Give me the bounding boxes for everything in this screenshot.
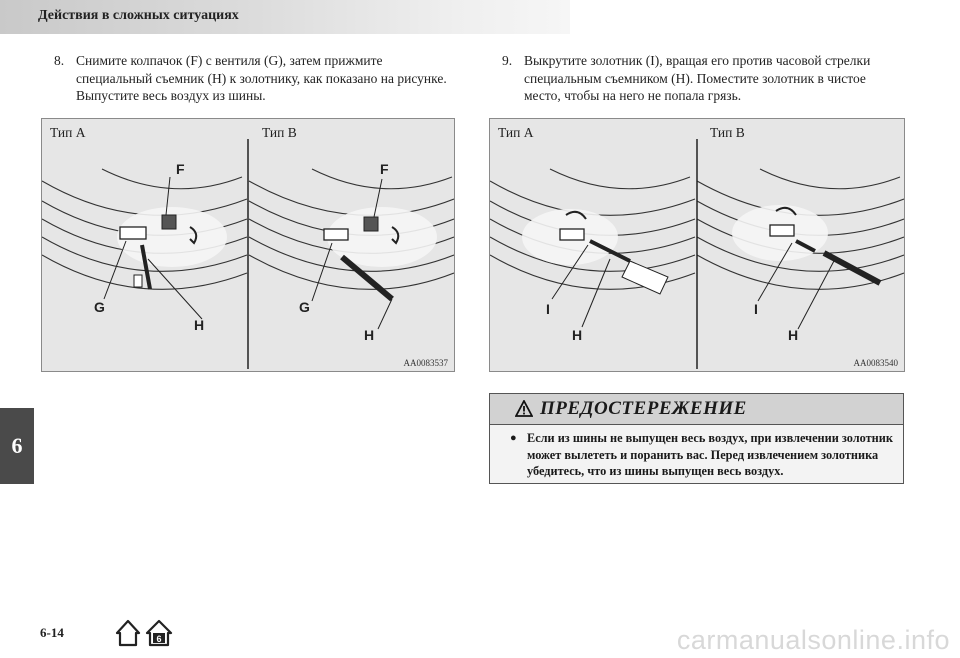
chapter-icon-number: 6: [156, 634, 162, 644]
home-icon[interactable]: [117, 621, 139, 645]
bullet-icon: ●: [510, 432, 517, 444]
callout-h: H: [194, 317, 205, 333]
figure-valve-cap-removal: [41, 118, 455, 372]
warning-triangle-icon: [515, 400, 533, 417]
figure-code: AA0083537: [403, 358, 448, 368]
warning-title: ПРЕДОСТЕРЕЖЕНИЕ: [540, 398, 747, 419]
navigation-icons: [114, 615, 176, 651]
callout-h: H: [572, 327, 583, 343]
panel-label-type-b: Тип B: [262, 125, 297, 140]
step-text: Снимите колпачок (F) с вентиля (G), затем прижмите специальный съемник (H) к золотнику, как показано на рисунке. Выпустите весь воздух из шины.: [76, 53, 447, 103]
callout-f: F: [380, 161, 389, 177]
step-number: 9.: [502, 53, 513, 68]
chapter-home-icon[interactable]: [147, 621, 171, 645]
step-number: 8.: [54, 53, 65, 68]
section-title: Действия в сложных ситуациях: [38, 8, 239, 23]
chapter-tab: 6: [0, 408, 34, 484]
callout-g: G: [299, 299, 310, 315]
panel-label-type-b: Тип B: [710, 125, 745, 140]
callout-i: I: [546, 301, 550, 317]
step-9: [502, 52, 902, 105]
figure-valve-core-removal: [489, 118, 905, 372]
panel-label-type-a: Тип A: [498, 125, 534, 140]
callout-h: H: [364, 327, 375, 343]
panel-label-type-a: Тип A: [50, 125, 86, 140]
watermark: carmanualsonline.info: [676, 625, 950, 655]
step-8: [54, 52, 454, 105]
step-text: Выкрутите золотник (I), вращая его против часовой стрелки специальным съемником (H). Поместите золотник в чистое место, чтобы на него не попала грязь.: [524, 53, 871, 103]
valve-illustration: [42, 119, 454, 371]
figure-code: AA0083540: [853, 358, 898, 368]
callout-i: I: [754, 301, 758, 317]
valve-core-illustration: [490, 119, 904, 371]
page-number: 6-14: [40, 625, 64, 640]
callout-f: F: [176, 161, 185, 177]
warning-text: Если из шины не выпущен весь воздух, при извлечении золотник может вылететь и поранить вас. Перед извлечением золотника убедитесь, что из шины выпущен весь воздух.: [527, 431, 893, 478]
warning-header: [490, 394, 903, 425]
warning-text-block: [510, 430, 895, 480]
warning-box: [489, 393, 904, 484]
callout-h: H: [788, 327, 799, 343]
callout-g: G: [94, 299, 105, 315]
